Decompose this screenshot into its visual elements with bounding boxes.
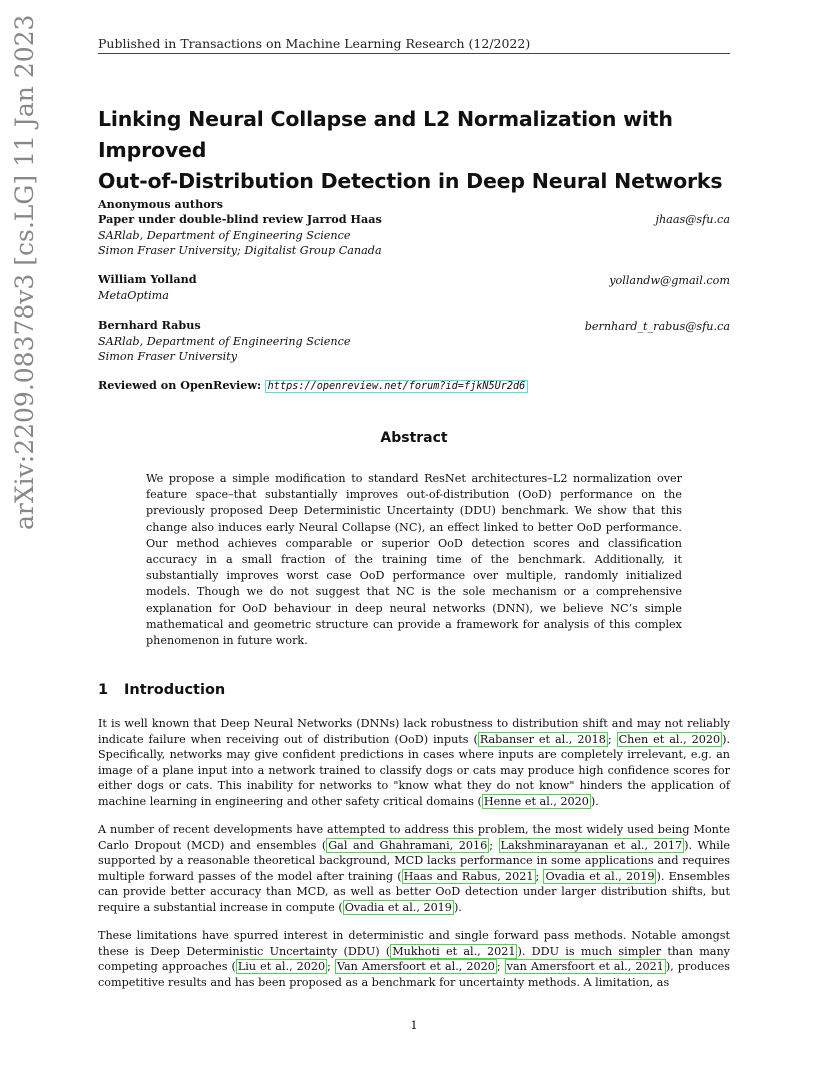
p3-sep-1: ; <box>327 960 335 974</box>
title-line-2: Out-of-Distribution Detection in Deep Neural Networks <box>98 169 723 193</box>
p2-text-2: ). While supported by a reasonable theoretical background, MCD lacks performance in some applications and requires multiple forward passes of the model after training ( <box>98 838 731 883</box>
p2-text-4: ). <box>453 900 462 914</box>
header-rule <box>98 53 730 54</box>
p1-text-1: It is well known that Deep Neural Networks (DNNs) lack robustness to distribution shift and may not reliably indicate failure when receiving out of distribution (OoD) inputs ( <box>98 717 730 746</box>
p2-text-3: ). Ensembles can provide better accuracy than MCD, as well as better OoD detection under larger distribution shifts, but require a substantial increase in compute ( <box>98 869 731 914</box>
p3-text-3: ), produces competitive results and has been proposed as a benchmark for uncertainty methods. A limitation, as <box>98 960 731 989</box>
citation-gal-2016[interactable]: Gal and Ghahramani, 2016 <box>328 838 488 852</box>
title-line-1: Linking Neural Collapse and L2 Normalization with Improved <box>98 107 673 162</box>
paper-title <box>98 104 738 197</box>
author-3-affiliation-2: Simon Fraser University <box>98 350 238 363</box>
citation-van-amersfoort-2020[interactable]: Van Amersfoort et al., 2020 <box>336 960 495 974</box>
p2-sep-2: ; <box>535 869 544 883</box>
citation-liu-2020[interactable]: Liu et al., 2020 <box>237 960 326 974</box>
p2-text-1: A number of recent developments have attempted to address this problem, the most widely used being Monte Carlo Dropout (MCD) and ensembles ( <box>98 823 730 852</box>
anonymous-authors: Anonymous authors <box>98 197 223 211</box>
p1-sep-1: ; <box>607 732 617 746</box>
reviewed-label: Reviewed on OpenReview: <box>98 378 262 392</box>
p3-text-2: ). DDU is much simpler than many competing approaches ( <box>98 944 730 974</box>
author-1-affiliation-1: SARlab, Department of Engineering Science <box>98 229 351 242</box>
section-number: 1 <box>98 682 109 698</box>
section-heading-introduction <box>98 682 225 698</box>
author-2-email: yollandw@gmail.com <box>609 274 730 287</box>
author-2-affiliation: MetaOptima <box>98 289 169 302</box>
abstract-text: We propose a simple modification to standard ResNet architectures–L2 normalization over feature space–that substantially improves out-of-distribution (OoD) performance on the previously proposed Deep Deterministic Uncertainty (DDU) benchmark. We show that this change also induces early Neural Collapse (NC), an effect linked to better OoD performance. Our method achieves comparable or superior OoD detection scores and classification accuracy in a small fraction of the training time of the benchmark. Additionally, it substantially improves worst case OoD performance over multiple, randomly initialized models. Though we do not suggest that NC is the sole mechanism or a comprehensive explanation for OoD behaviour in deep neural networks (DNN), we believe NC’s simple mathematical and geometric structure can provide a framework for analysis of this complex phenomenon in future work. <box>146 472 682 648</box>
citation-ovadia-2019-b[interactable]: Ovadia et al., 2019 <box>344 900 452 914</box>
abstract-heading: Abstract <box>380 430 448 446</box>
citation-henne-2020[interactable]: Henne et al., 2020 <box>483 794 589 808</box>
author-1-email: jhaas@sfu.ca <box>655 213 730 226</box>
citation-haas-2021[interactable]: Haas and Rabus, 2021 <box>403 869 534 883</box>
arxiv-stamp: arXiv:2209.08378v3 [cs.LG] 11 Jan 2023 <box>10 14 39 530</box>
reviewed-on-openreview <box>98 378 528 394</box>
citation-chen-2020[interactable]: Chen et al., 2020 <box>618 732 721 746</box>
p1-text-2: ). Specifically, networks may give confident predictions in cases where inputs are completely irrelevant, e.g. an image of a plane input into a network trained to classify dogs or cats may produce high confidence scores for either dogs or cats. This inability for networks to "know what they do not know" hinders the application of machine learning in engineering and other safety critical domains ( <box>98 732 731 808</box>
running-header: Published in Transactions on Machine Learning Research (12/2022) <box>98 36 531 51</box>
author-1-name: Paper under double-blind review Jarrod Haas <box>98 212 382 226</box>
citation-rabanser-2018[interactable]: Rabanser et al., 2018 <box>479 732 606 746</box>
author-3-name: Bernhard Rabus <box>98 318 201 332</box>
section-title: Introduction <box>124 682 226 698</box>
citation-lakshminarayanan-2017[interactable]: Lakshminarayanan et al., 2017 <box>500 838 683 852</box>
author-3-email: bernhard_t_rabus@sfu.ca <box>584 320 730 333</box>
p1-text-3: ). <box>590 794 599 808</box>
p2-sep-1: ; <box>489 838 499 852</box>
intro-paragraph-1 <box>98 716 730 810</box>
author-2-name: William Yolland <box>98 272 197 286</box>
openreview-link[interactable]: https://openreview.net/forum?id=fjkN5Ur2d6 <box>265 380 529 393</box>
p3-sep-2: ; <box>496 960 505 974</box>
page-number: 1 <box>410 1018 418 1032</box>
citation-ovadia-2019[interactable]: Ovadia et al., 2019 <box>545 869 655 883</box>
citation-van-amersfoort-2021[interactable]: van Amersfoort et al., 2021 <box>506 960 664 974</box>
citation-mukhoti-2021[interactable]: Mukhoti et al., 2021 <box>392 944 516 958</box>
p3-text-1: These limitations have spurred interest in deterministic and single forward pass methods. Notable amongst these is Deep Deterministic Uncertainty (DDU) ( <box>98 929 730 958</box>
intro-paragraph-3 <box>98 928 730 990</box>
intro-paragraph-2 <box>98 822 730 916</box>
author-1-affiliation-2: Simon Fraser University; Digitalist Group Canada <box>98 244 382 257</box>
author-3-affiliation-1: SARlab, Department of Engineering Science <box>98 335 351 348</box>
